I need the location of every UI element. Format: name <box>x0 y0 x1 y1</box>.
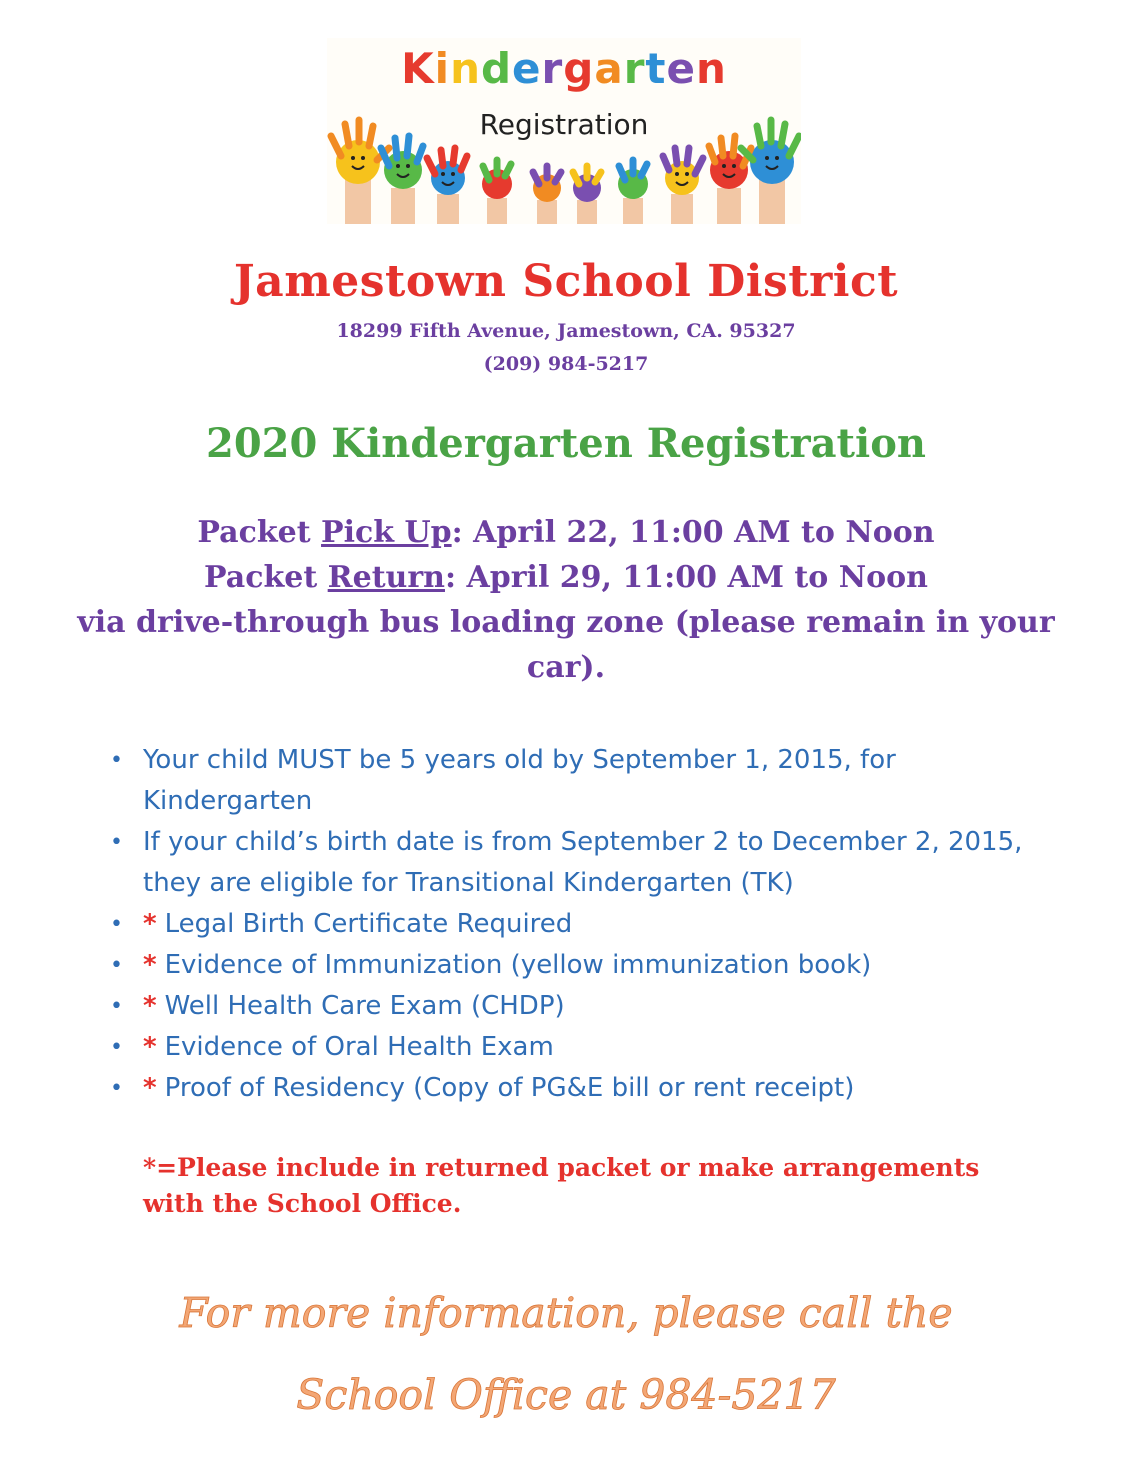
requirement-text: Your child MUST be 5 years old by September 1, 2015, for Kindergarten <box>143 745 896 816</box>
bullet-icon: • <box>110 1076 123 1101</box>
pickup-text: : April 22, 11:00 AM to Noon <box>451 515 935 550</box>
pickup-prefix: Packet <box>197 515 322 550</box>
asterisk-icon: * <box>143 991 157 1021</box>
packet-note: *=Please include in returned packet or make arrangements with the School Office. <box>143 1153 980 1218</box>
list-item <box>108 945 1068 986</box>
requirement-text: If your child’s birth date is from September 2 to December 2, 2015, they are eligible for Transitional Kindergarten (TK) <box>143 827 1023 898</box>
logo-letter: i <box>434 44 451 93</box>
district-address: 18299 Fifth Avenue, Jamestown, CA. 95327 <box>336 320 796 342</box>
logo-letter: e <box>666 44 696 93</box>
list-item <box>108 904 1068 945</box>
logo-letter: n <box>695 44 727 93</box>
logo-letter: e <box>512 44 542 93</box>
logo-letter: d <box>480 44 513 93</box>
drive-through-note: via drive-through bus loading zone (please remain in your car). <box>77 605 1055 685</box>
requirement-text: Proof of Residency (Copy of PG&E bill or rent receipt) <box>164 1073 855 1103</box>
bullet-icon: • <box>110 994 123 1019</box>
return-line <box>60 555 1072 600</box>
district-phone: (209) 984-5217 <box>483 353 649 375</box>
contact-info <box>0 1272 1132 1436</box>
return-text: : April 29, 11:00 AM to Noon <box>444 560 928 595</box>
list-item <box>108 822 1068 904</box>
list-item <box>108 1027 1068 1068</box>
bullet-icon: • <box>110 912 123 937</box>
requirement-text: Evidence of Oral Health Exam <box>164 1032 554 1062</box>
asterisk-icon: * <box>143 1073 157 1103</box>
asterisk-icon: * <box>143 950 157 980</box>
pickup-label: Pick Up <box>321 515 452 550</box>
logo-letter: a <box>594 44 624 93</box>
registration-heading: 2020 Kindergarten Registration <box>206 420 926 467</box>
logo-letter: K <box>401 44 435 93</box>
contact-line-1: For more information, please call the <box>179 1289 953 1337</box>
contact-line-2: School Office at 984-5217 <box>296 1371 836 1419</box>
logo-letter: n <box>450 44 481 93</box>
list-item <box>108 740 1068 822</box>
bullet-icon: • <box>110 830 123 855</box>
pickup-line <box>60 510 1072 555</box>
bullet-icon: • <box>110 953 123 978</box>
return-prefix: Packet <box>204 560 328 595</box>
requirement-text: Evidence of Immunization (yellow immunization book) <box>164 950 872 980</box>
list-item <box>108 986 1068 1027</box>
packet-dates <box>60 510 1072 690</box>
kindergarten-registration-logo <box>327 38 801 224</box>
logo-letter: r <box>541 44 564 93</box>
list-item <box>108 1068 1068 1109</box>
requirement-text: Legal Birth Certificate Required <box>164 909 573 939</box>
logo-letter: t <box>645 44 667 93</box>
logo-subtitle: Registration <box>479 108 649 141</box>
requirement-text: Well Health Care Exam (CHDP) <box>164 991 565 1021</box>
requirements-list <box>108 740 1068 1109</box>
district-name: Jamestown School District <box>233 256 899 307</box>
logo-letter: r <box>623 44 646 93</box>
asterisk-icon: * <box>143 909 157 939</box>
logo-letter: g <box>563 44 595 93</box>
logo-title <box>327 44 801 93</box>
asterisk-icon: * <box>143 1032 157 1062</box>
bullet-icon: • <box>110 1035 123 1060</box>
return-label: Return <box>327 560 445 595</box>
bullet-icon: • <box>110 748 123 773</box>
